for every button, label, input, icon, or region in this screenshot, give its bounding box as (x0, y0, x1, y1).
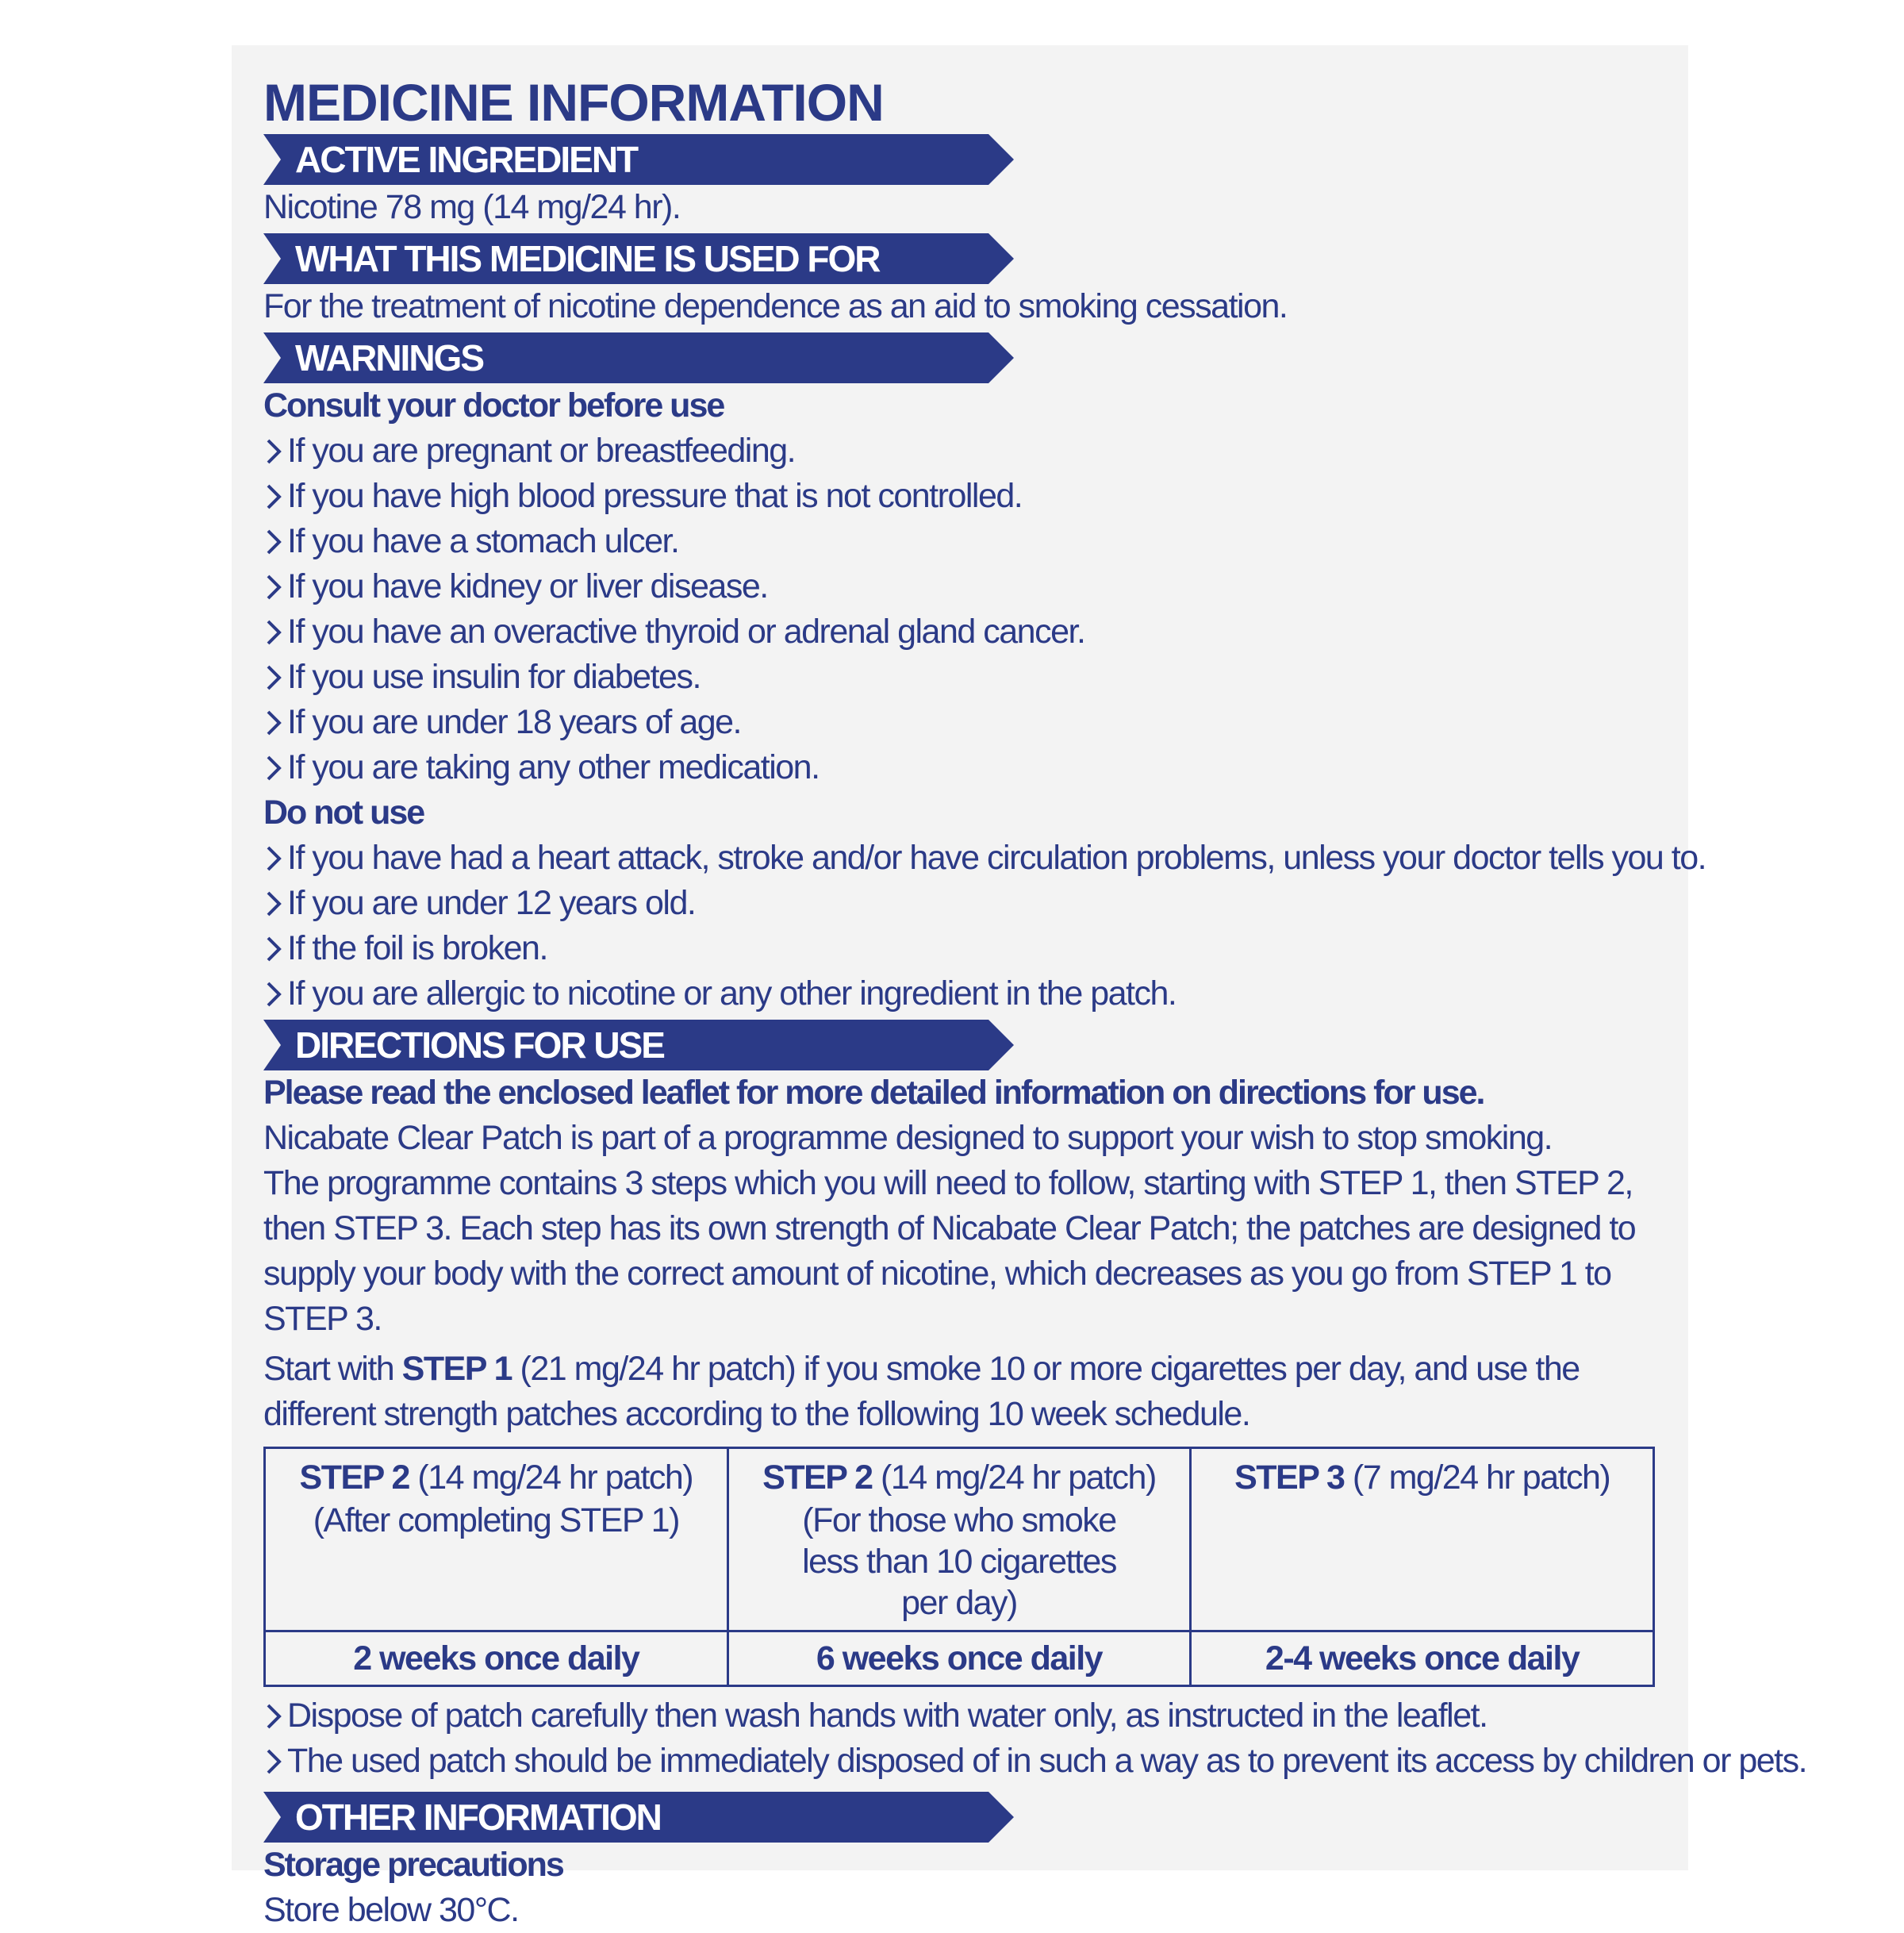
step-strength: (7 mg/24 hr patch) (1344, 1458, 1610, 1497)
list-item-text: If you use insulin for diabetes. (287, 658, 701, 696)
medicine-info-content (263, 73, 1807, 1933)
list-item (263, 609, 1668, 655)
step-strength: (14 mg/24 hr patch) (872, 1458, 1156, 1497)
duration-cell: 2-4 weeks once daily (1191, 1631, 1654, 1686)
schedule-cell-step3 (1191, 1448, 1654, 1631)
section-banner-other-info (263, 1792, 1014, 1843)
list-item (263, 428, 1668, 474)
do-not-use-title: Do not use (263, 794, 424, 832)
disposal-list (263, 1693, 1807, 1784)
list-item-text: If you have had a heart attack, stroke and/or have circulation problems, unless your doctor tells you to. (287, 839, 1706, 877)
list-item (263, 971, 1668, 1016)
list-item-text: If the foil is broken. (287, 929, 547, 967)
schedule-cell-step2-light-smoker (727, 1448, 1191, 1631)
directions-paragraph-1: Nicabate Clear Patch is part of a programme designed to support your wish to stop smoking. (263, 1119, 1553, 1157)
list-item (263, 519, 1668, 564)
section-heading: WHAT THIS MEDICINE IS USED FOR (295, 238, 880, 279)
list-item (263, 474, 1668, 519)
list-item (263, 745, 1668, 790)
step-schedule-table (263, 1447, 1655, 1687)
section-heading: WARNINGS (295, 337, 483, 379)
medicine-info-panel (232, 45, 1807, 1929)
chevron-right-icon (263, 481, 287, 513)
list-item-text: If you have a stomach ulcer. (287, 522, 679, 560)
do-not-use-list (263, 836, 1706, 1016)
chevron-right-icon (263, 752, 287, 784)
chevron-right-icon (263, 1701, 287, 1732)
step-note: (After completing STEP 1) (313, 1501, 679, 1539)
section-banner-used-for (263, 233, 1014, 284)
chevron-right-icon (263, 571, 287, 603)
step-label: STEP 2 (299, 1458, 409, 1497)
section-heading: ACTIVE INGREDIENT (295, 139, 638, 180)
chevron-right-icon (263, 436, 287, 467)
list-item (263, 881, 1668, 926)
para3-step1: STEP 1 (401, 1350, 512, 1388)
list-item (263, 655, 1668, 700)
schedule-duration-row (265, 1631, 1654, 1686)
step-note: (For those who smoke less than 10 cigarettes per day) (802, 1501, 1116, 1622)
chevron-right-icon (263, 617, 287, 648)
list-item (263, 836, 1706, 881)
para3-suffix: (21 mg/24 hr patch) if you smoke 10 or more cigarettes per day, and use the different strength patches according to the following 10 week schedule. (263, 1350, 1580, 1433)
list-item (263, 700, 1668, 745)
consult-doctor-title: Consult your doctor before use (263, 386, 724, 425)
chevron-right-icon (263, 707, 287, 739)
chevron-right-icon (263, 933, 287, 965)
section-banner-warnings (263, 332, 1014, 383)
page-title: MEDICINE INFORMATION (263, 73, 884, 132)
list-item (263, 926, 1668, 971)
step-label: STEP 2 (762, 1458, 873, 1497)
step-label: STEP 3 (1234, 1458, 1345, 1497)
list-item (263, 1739, 1807, 1784)
section-banner-active-ingredient (263, 134, 1014, 185)
chevron-right-icon (263, 978, 287, 1010)
schedule-cell-step2-after-step1 (265, 1448, 728, 1631)
section-heading: DIRECTIONS FOR USE (295, 1024, 664, 1066)
list-item-text: If you are allergic to nicotine or any other ingredient in the patch. (287, 974, 1177, 1013)
directions-paragraph-2: The programme contains 3 steps which you will need to follow, starting with STEP 1, then STEP 2, then STEP 3. Each step has its own strength of Nicabate Clear Patch; the patches are designed to supply your body with the correct amount of nicotine, which decreases as you go from STEP 1 to STEP 3. (263, 1164, 1636, 1338)
active-ingredient-text: Nicotine 78 mg (14 mg/24 hr). (263, 188, 681, 226)
storage-title: Storage precautions (263, 1846, 563, 1884)
storage-text: Store below 30°C. (263, 1891, 519, 1929)
section-banner-directions (263, 1020, 1014, 1070)
list-item-text: If you are under 12 years old. (287, 884, 696, 922)
list-item (263, 1693, 1668, 1739)
list-item-text: If you have an overactive thyroid or adrenal gland cancer. (287, 613, 1085, 651)
chevron-right-icon (263, 526, 287, 558)
list-item-text: If you have kidney or liver disease. (287, 567, 768, 605)
list-item-text: The used patch should be immediately disposed of in such a way as to prevent its access by children or pets. (287, 1742, 1807, 1780)
chevron-right-icon (263, 843, 287, 874)
list-item-text: Dispose of patch carefully then wash hands with water only, as instructed in the leaflet. (287, 1697, 1488, 1735)
para3-prefix: Start with (263, 1350, 402, 1388)
duration-cell: 6 weeks once daily (727, 1631, 1191, 1686)
directions-paragraph-3 (263, 1347, 1668, 1437)
step-strength: (14 mg/24 hr patch) (409, 1458, 693, 1497)
chevron-right-icon (263, 662, 287, 694)
chevron-right-icon (263, 888, 287, 920)
schedule-header-row (265, 1448, 1654, 1631)
list-item-text: If you are pregnant or breastfeeding. (287, 432, 796, 470)
consult-doctor-list (263, 428, 1668, 790)
list-item (263, 564, 1668, 609)
section-heading: OTHER INFORMATION (295, 1797, 661, 1838)
list-item-text: If you have high blood pressure that is not controlled. (287, 477, 1023, 515)
leaflet-note: Please read the enclosed leaflet for more detailed information on directions for use. (263, 1074, 1484, 1112)
list-item-text: If you are under 18 years of age. (287, 703, 742, 741)
used-for-text: For the treatment of nicotine dependence as an aid to smoking cessation. (263, 287, 1288, 325)
duration-cell: 2 weeks once daily (265, 1631, 728, 1686)
chevron-right-icon (263, 1746, 287, 1777)
list-item-text: If you are taking any other medication. (287, 748, 820, 786)
